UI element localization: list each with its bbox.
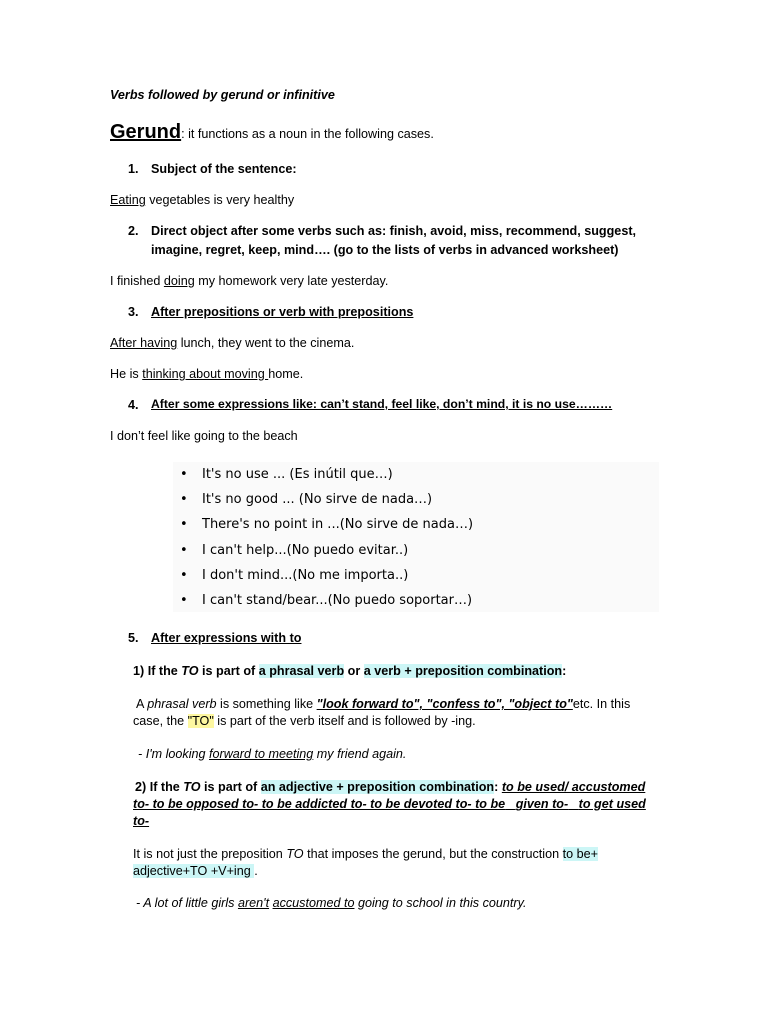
para2-highlight-1: to be+ xyxy=(562,847,598,861)
example-3b xyxy=(110,366,303,382)
example-1-gerund: Eating xyxy=(110,193,146,207)
example-1-rest: vegetables is very healthy xyxy=(145,193,295,207)
section-5-title: After expressions with to xyxy=(151,631,302,645)
example-5b-c: going to school in this country. xyxy=(354,896,527,910)
para2-highlight-2: adjective+TO +V+ing xyxy=(133,864,255,878)
sub2-highlight: an adjective + preposition combination xyxy=(260,780,495,794)
section-2-number: 2. xyxy=(128,224,139,238)
list-item xyxy=(180,490,473,515)
para2-a: It is not just the preposition xyxy=(133,847,287,861)
subsection-2-line-2 xyxy=(133,796,646,812)
example-5b-arent: aren't xyxy=(237,896,270,910)
paragraph-2-line-1 xyxy=(133,846,598,862)
list-item-text: I can't help...(No puedo evitar..) xyxy=(202,542,409,558)
para1-examples: "look forward to", "confess to", "object to" xyxy=(316,697,573,711)
section-1-title: Subject of the sentence: xyxy=(151,162,297,176)
example-5b-a: - A lot of little girls xyxy=(136,896,238,910)
sub2-line2c: to get used xyxy=(578,797,646,811)
sub1-text-b: is part of xyxy=(198,664,259,678)
list-item xyxy=(180,591,473,616)
para1-d: case, the xyxy=(133,714,188,728)
example-5b-accustomed: accustomed to xyxy=(272,896,355,910)
bullet-icon: • xyxy=(180,592,188,608)
para1-a: A xyxy=(136,697,148,711)
list-item xyxy=(180,515,473,540)
bullet-icon: • xyxy=(180,492,188,508)
example-3b-pre: He is xyxy=(110,367,143,381)
para1-c: etc. In this xyxy=(572,697,631,711)
section-2-line-2: imagine, regret, keep, mind…. (go to the lists of verbs in advanced worksheet) xyxy=(151,243,619,257)
subsection-1-heading xyxy=(133,663,566,679)
sub1-text-a: 1) If the xyxy=(133,664,182,678)
sub2-to: TO xyxy=(183,780,201,794)
section-1-number: 1. xyxy=(128,162,139,176)
para1-b: is something like xyxy=(216,697,317,711)
section-2-line-1: Direct object after some verbs such as: finish, avoid, miss, recommend, suggest, xyxy=(151,224,637,238)
bullet-icon: • xyxy=(180,467,188,482)
example-2-pre: I finished xyxy=(110,274,164,288)
paragraph-1-line-2 xyxy=(133,713,476,729)
example-3a-post: lunch, they went to the cinema. xyxy=(177,336,355,350)
example-1 xyxy=(110,192,294,208)
example-3a-gerund: After having xyxy=(110,336,178,350)
para1-to-highlight: "TO" xyxy=(187,714,214,728)
sub2-line2a: to- to be opposed to- to be addicted to- to be devoted to- to be xyxy=(133,797,506,811)
list-item-text: It's no use ... (Es inútil que…) xyxy=(202,467,393,482)
sub2-line2b: given to- xyxy=(515,797,569,811)
subsection-2-line-3: to- xyxy=(133,814,150,828)
section-3-title: After prepositions or verb with prepositions xyxy=(151,305,414,319)
subsection-2-line-1 xyxy=(135,779,645,795)
example-5a xyxy=(138,746,406,762)
section-3-number: 3. xyxy=(128,305,139,319)
section-5-number: 5. xyxy=(128,631,139,645)
para1-phrasal-verb: phrasal verb xyxy=(147,697,217,711)
example-5a-b: my friend again. xyxy=(313,747,407,761)
list-item-text: I can't stand/bear...(No puedo soportar…) xyxy=(202,592,473,608)
list-item xyxy=(180,541,473,566)
example-4: I don’t feel like going to the beach xyxy=(110,429,298,443)
sub1-highlight-verbprep: a verb + preposition combination xyxy=(363,664,563,678)
list-item-text: There's no point in ...(No sirve de nada…) xyxy=(202,517,474,533)
section-4-number: 4. xyxy=(128,398,139,412)
expressions-list xyxy=(180,465,473,616)
para1-e: is part of the verb itself and is followed by -ing. xyxy=(213,714,476,728)
para2-b: that imposes the gerund, but the construction xyxy=(303,847,563,861)
example-3b-gerund: thinking about moving xyxy=(142,367,269,381)
gerund-heading: Gerund xyxy=(110,121,182,143)
document-title: Verbs followed by gerund or infinitive xyxy=(110,88,335,102)
list-item xyxy=(180,465,473,490)
sub2-example-1: to be used/ accustomed xyxy=(501,780,646,794)
example-5a-underlined: forward to meeting xyxy=(209,747,314,761)
para2-to: TO xyxy=(286,847,304,861)
sub1-to: TO xyxy=(181,664,199,678)
example-5a-a: - I'm looking xyxy=(138,747,209,761)
paragraph-1-line-1 xyxy=(136,696,630,712)
sub1-text-d: : xyxy=(562,664,567,678)
bullet-icon: • xyxy=(180,567,188,583)
gerund-heading-line xyxy=(110,119,434,145)
paragraph-2-line-2 xyxy=(133,863,258,879)
sub2-b: is part of xyxy=(200,780,261,794)
example-5b xyxy=(136,895,526,911)
example-2-post: my homework very late yesterday. xyxy=(194,274,389,288)
example-2 xyxy=(110,273,388,289)
para2-c: . xyxy=(254,864,258,878)
list-item-text: I don't mind...(No me importa..) xyxy=(202,567,409,583)
sub2-a: 2) If the xyxy=(135,780,184,794)
sub1-text-c: or xyxy=(344,664,364,678)
list-item-text: It's no good ... (No sirve de nada…) xyxy=(202,492,433,508)
sub1-highlight-phrasal: a phrasal verb xyxy=(258,664,345,678)
example-3a xyxy=(110,335,354,351)
bullet-icon: • xyxy=(180,542,188,558)
sub2-c: : xyxy=(494,780,502,794)
section-4-title: After some expressions like: can’t stand, feel like, don’t mind, it is no use……… xyxy=(151,397,613,411)
bullet-icon: • xyxy=(180,517,188,533)
example-3b-post: home. xyxy=(268,367,304,381)
gerund-description: : it functions as a noun in the following cases. xyxy=(181,127,434,141)
example-2-gerund: doing xyxy=(163,274,195,288)
list-item xyxy=(180,566,473,591)
